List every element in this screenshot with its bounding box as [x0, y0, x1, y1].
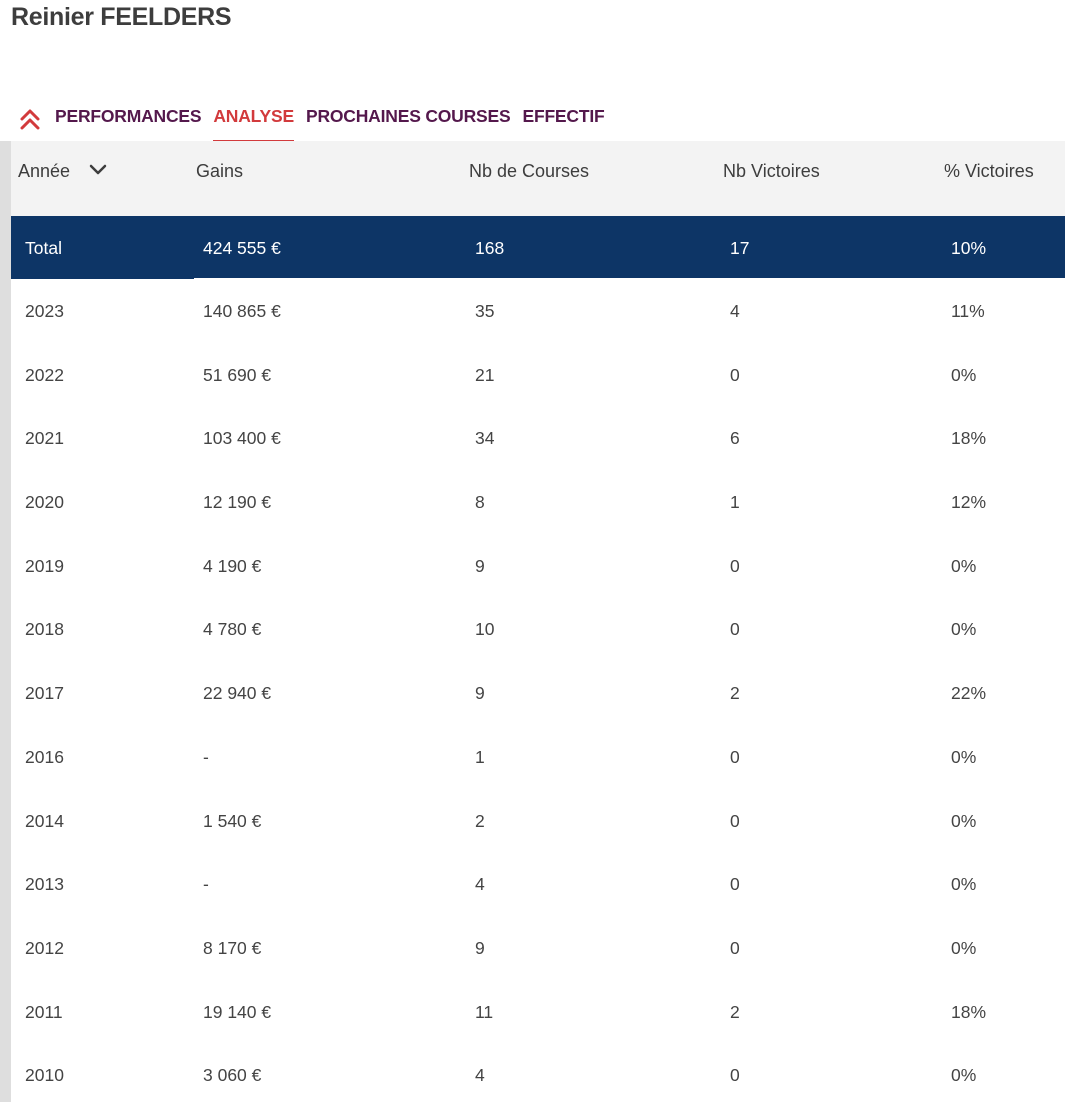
cell-courses: 9 [475, 555, 485, 576]
cell-pct-victoires: 0% [951, 746, 977, 767]
table-row [11, 725, 1065, 789]
cell-courses: 35 [475, 301, 495, 321]
table-row [11, 470, 1065, 534]
cell-victoires: 0 [730, 555, 740, 576]
cell-gains: 140 865 € [203, 301, 281, 321]
cell-year: 2022 [25, 364, 64, 385]
cell-victoires: 0 [730, 810, 740, 831]
cell-year: 2023 [25, 301, 64, 321]
cell-gains: 4 780 € [203, 619, 262, 640]
cell-year: 2019 [25, 555, 64, 576]
table-header [11, 141, 1065, 216]
table-row [11, 852, 1065, 916]
cell-pct-victoires: 10% [951, 238, 987, 258]
tab-bar [18, 100, 617, 142]
cell-victoires: 2 [730, 683, 740, 704]
cell-gains: - [203, 874, 209, 895]
cell-courses: 4 [475, 1065, 485, 1086]
stats-table [11, 141, 1065, 1102]
header-annee[interactable]: Année [18, 161, 71, 181]
cell-courses: 34 [475, 428, 495, 449]
cell-victoires: 6 [730, 428, 740, 449]
cell-courses: 21 [475, 364, 495, 385]
tab-performances[interactable]: PERFORMANCES [55, 106, 202, 126]
table-row [11, 916, 1065, 980]
cell-courses: 1 [475, 746, 485, 767]
cell-pct-victoires: 12% [951, 492, 987, 513]
cell-pct-victoires: 0% [951, 1065, 977, 1086]
cell-victoires: 0 [730, 937, 740, 958]
cell-gains: 19 140 € [203, 1001, 272, 1022]
chevron-down-icon[interactable] [88, 163, 108, 177]
table-row [11, 661, 1065, 725]
cell-victoires: 0 [730, 619, 740, 640]
cell-year: 2012 [25, 937, 64, 958]
cell-victoires: 0 [730, 874, 740, 895]
cell-courses: 2 [475, 810, 485, 831]
tab-prochaines-courses[interactable]: PROCHAINES COURSES [305, 106, 511, 126]
cell-courses: 10 [475, 619, 495, 640]
tab-effectif[interactable]: EFFECTIF [522, 106, 605, 126]
table-row [11, 789, 1065, 853]
cell-pct-victoires: 0% [951, 619, 977, 640]
cell-courses: 168 [475, 238, 505, 258]
header-gains: Gains [196, 161, 244, 181]
cell-victoires: 0 [730, 746, 740, 767]
cell-victoires: 17 [730, 238, 750, 258]
table-row [11, 1043, 1065, 1102]
cell-victoires: 0 [730, 364, 740, 385]
double-chevron-up-icon[interactable] [18, 106, 42, 132]
cell-pct-victoires: 22% [951, 683, 987, 704]
tab-analyse[interactable]: ANALYSE [213, 100, 294, 142]
table-row [11, 279, 1065, 343]
cell-courses: 8 [475, 492, 485, 513]
cell-gains: 103 400 € [203, 428, 281, 449]
cell-pct-victoires: 0% [951, 937, 977, 958]
cell-year: 2011 [25, 1001, 63, 1022]
cell-gains: - [203, 746, 209, 767]
cell-year: 2010 [25, 1065, 64, 1086]
table-row [11, 343, 1065, 407]
cell-year: 2020 [25, 492, 64, 513]
cell-year: 2014 [25, 810, 64, 831]
page-title: Reinier FEELDERS [11, 3, 232, 31]
cell-courses: 9 [475, 937, 485, 958]
cell-gains: 22 940 € [203, 683, 272, 704]
header-pct-victoires: % Victoires [944, 161, 1034, 181]
cell-pct-victoires: 0% [951, 555, 977, 576]
cell-gains: 424 555 € [203, 238, 281, 258]
cell-gains: 1 540 € [203, 810, 262, 831]
table-body [11, 216, 1065, 1102]
cell-victoires: 0 [730, 1065, 740, 1086]
header-nb-courses: Nb de Courses [469, 161, 590, 181]
cell-courses: 9 [475, 683, 485, 704]
cell-pct-victoires: 0% [951, 810, 977, 831]
cell-year: 2018 [25, 619, 64, 640]
cell-courses: 4 [475, 874, 485, 895]
cell-year: 2021 [25, 428, 64, 449]
cell-gains: 51 690 € [203, 364, 272, 385]
cell-pct-victoires: 11% [951, 301, 985, 321]
cell-victoires: 4 [730, 301, 740, 321]
cell-victoires: 2 [730, 1001, 740, 1022]
cell-victoires: 1 [730, 492, 740, 513]
cell-gains: 12 190 € [203, 492, 272, 513]
table-row [11, 406, 1065, 470]
cell-year: 2016 [25, 746, 64, 767]
cell-courses: 11 [475, 1001, 494, 1022]
cell-pct-victoires: 0% [951, 364, 977, 385]
cell-pct-victoires: 18% [951, 428, 987, 449]
cell-pct-victoires: 0% [951, 874, 977, 895]
cell-pct-victoires: 18% [951, 1001, 987, 1022]
total-row [11, 216, 1065, 279]
cell-gains: 4 190 € [203, 555, 262, 576]
cell-year: 2017 [25, 683, 64, 704]
cell-year: Total [25, 238, 62, 258]
table-row [11, 534, 1065, 598]
table-row [11, 980, 1065, 1044]
cell-gains: 3 060 € [203, 1065, 262, 1086]
table-row [11, 597, 1065, 661]
cell-year: 2013 [25, 874, 64, 895]
cell-gains: 8 170 € [203, 937, 262, 958]
header-nb-victoires: Nb Victoires [723, 161, 820, 181]
left-rail [0, 141, 11, 1102]
